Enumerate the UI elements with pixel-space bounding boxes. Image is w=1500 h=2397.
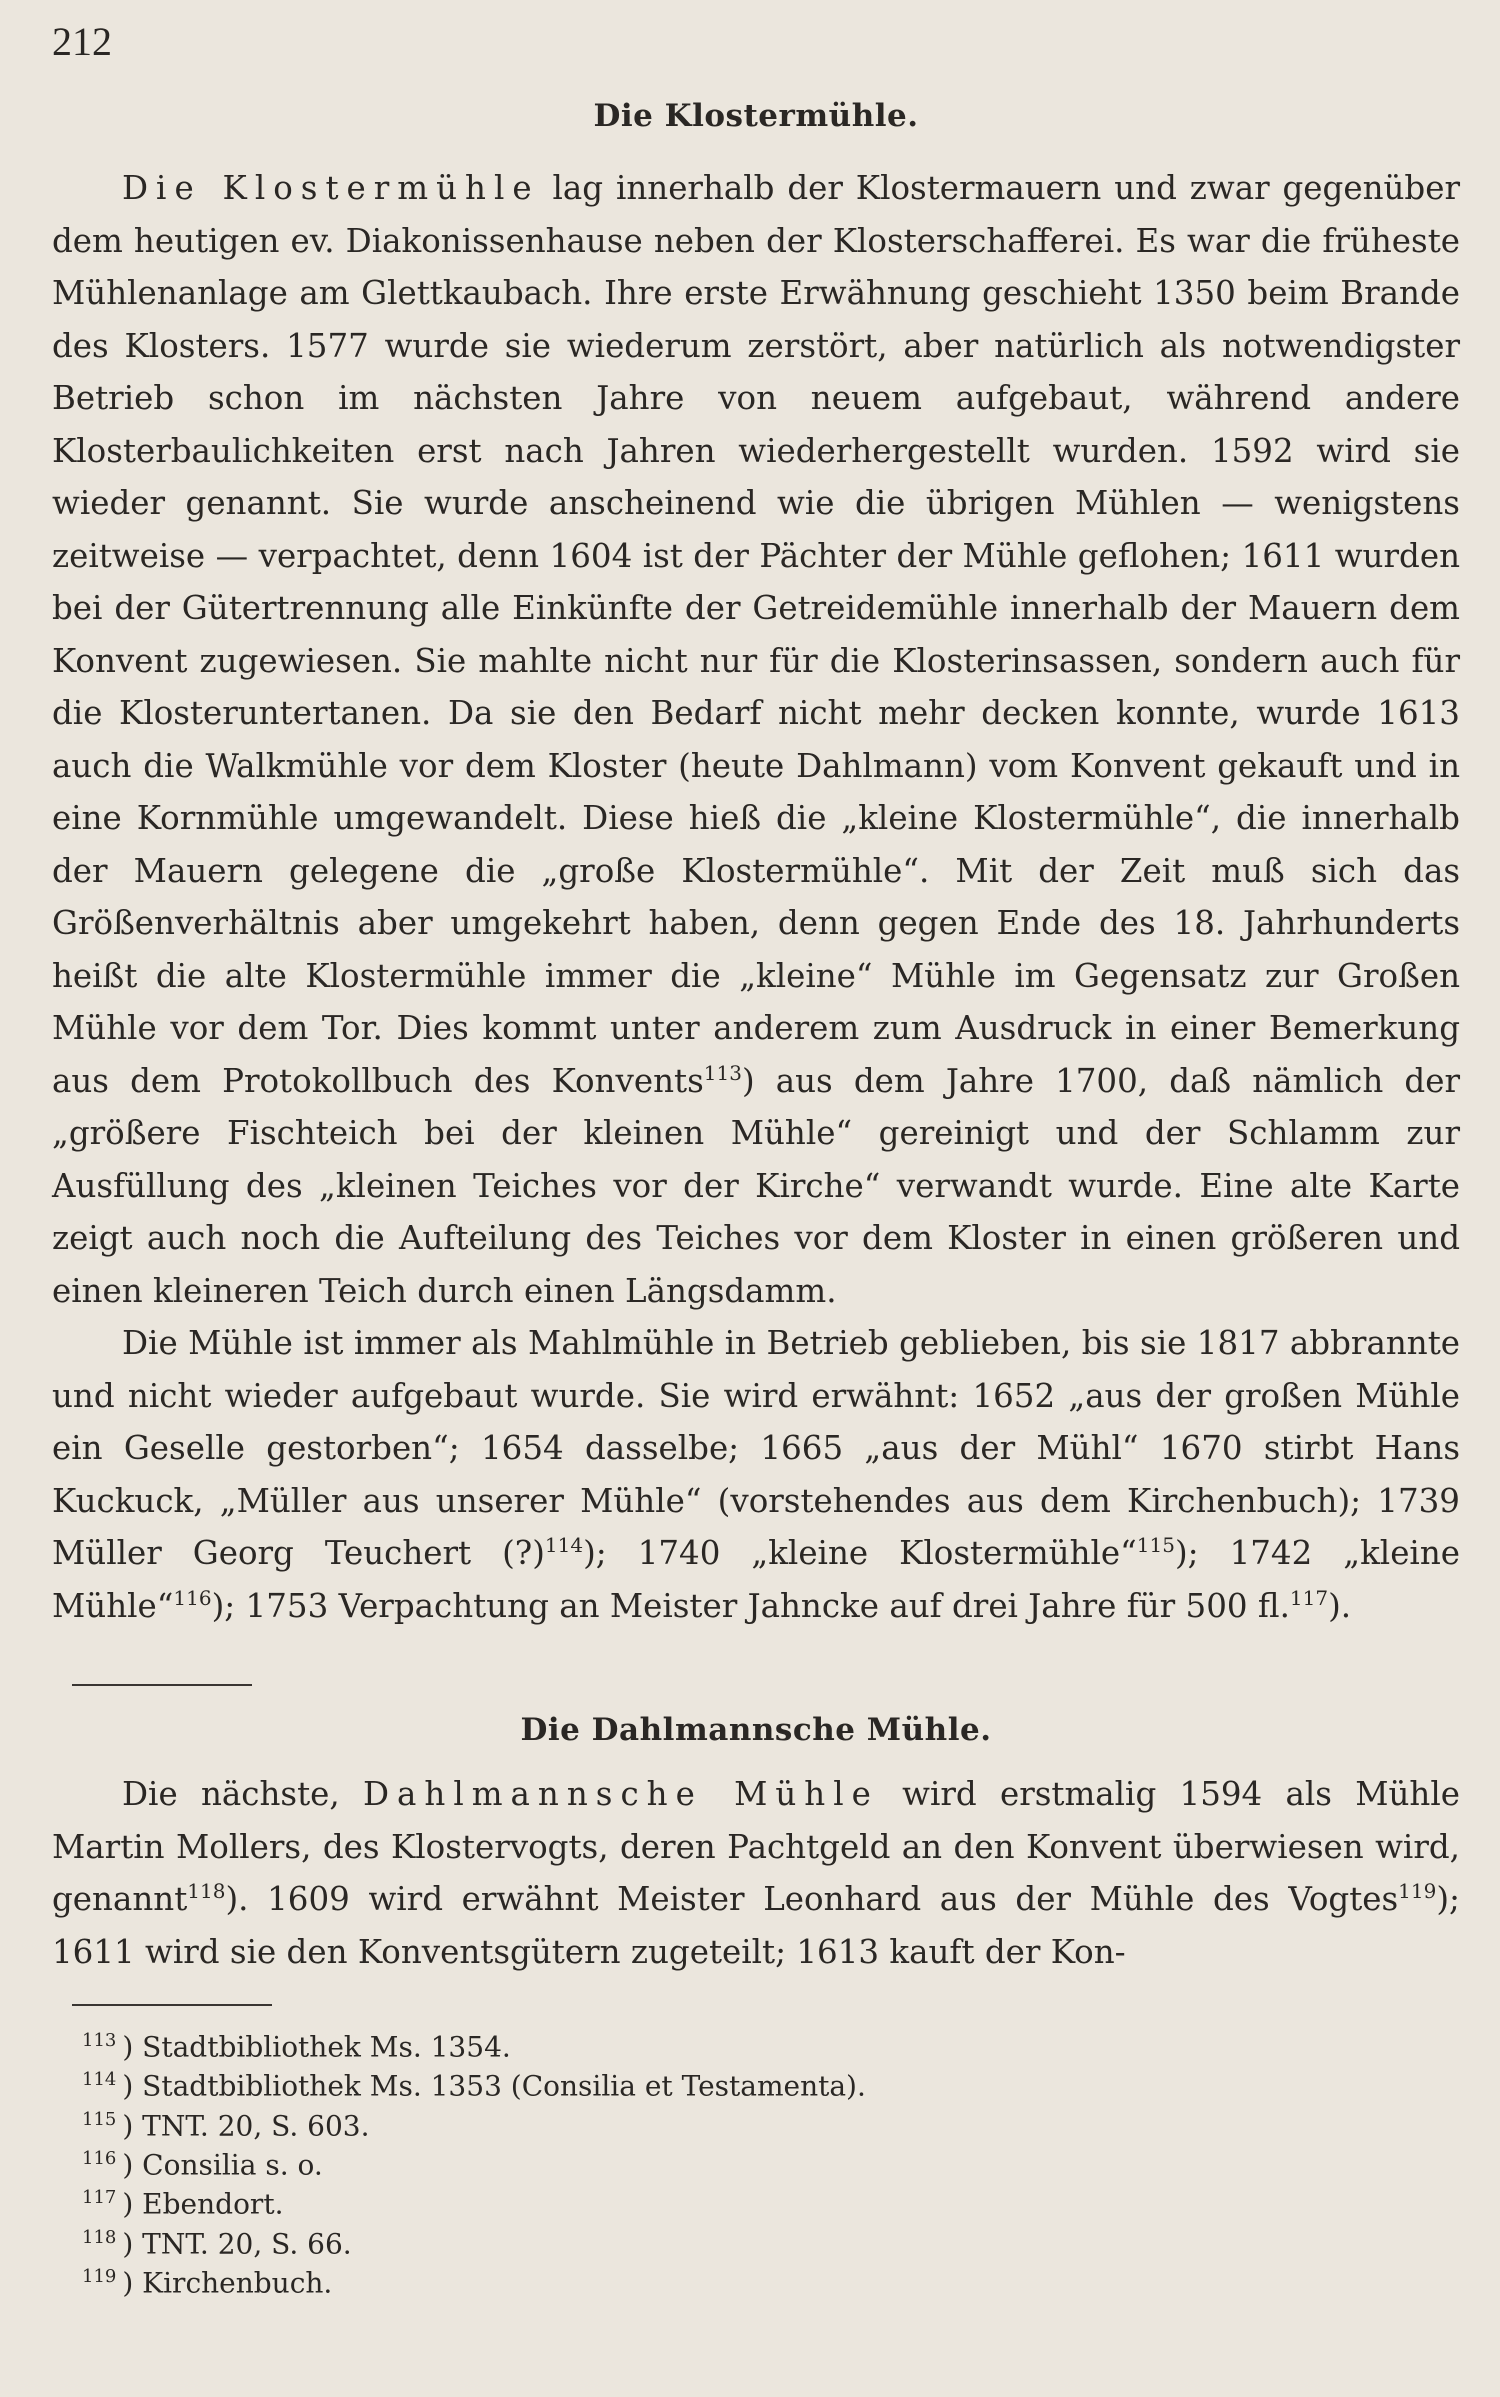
footnote (82, 2103, 1460, 2142)
footnote-ref: 116 (173, 1585, 212, 1610)
paragraph-text: wird erstmalig 1594 als Mühle Martin Mollers, des Klostervogts, deren Pachtgeld an den Konvent überwiesen wird, genannt (52, 1775, 1460, 1918)
paragraph-text: ); 1611 wird sie den Konventsgütern zugeteilt; 1613 kauft der Kon- (52, 1880, 1460, 1971)
section-title: Die Klostermühle. (593, 98, 919, 134)
section-title: Die Dahlmannsche Mühle. (520, 1712, 992, 1748)
paragraph-text: Die Mühle ist immer als Mahlmühle in Betrieb geblieben, bis sie 1817 abbrannte und nicht wieder aufgebaut wurde. Sie wird erwähnt: 1652 „aus der großen Mühle ein Geselle gestorben“; 1654 dasselbe; 1665 „aus der Mühl“ 1670 stirbt Hans Kuckuck, „Müller aus unserer Mühle“ (vorstehendes aus dem Kirchenbuch); 1739 Müller Georg Teuchert (?) (52, 1324, 1460, 1572)
emphasized-term: Dahlmannsche Mühle (362, 1775, 879, 1813)
paragraph (52, 1768, 1460, 1978)
footnote-number: 115 (82, 2108, 117, 2130)
paragraph-text: ). (1328, 1586, 1352, 1625)
footnote-number: 118 (82, 2226, 117, 2248)
footnote (82, 2221, 1460, 2260)
footnote-text: ) TNT. 20, S. 66. (122, 2226, 352, 2260)
paragraph-text: ); 1753 Verpachtung an Meister Jahncke auf drei Jahre für 500 fl. (211, 1586, 1290, 1625)
section-divider (72, 1684, 252, 1686)
footnote-divider (72, 2004, 272, 2006)
paragraph (52, 162, 1460, 1317)
footnote-text: ) TNT. 20, S. 603. (122, 2108, 370, 2142)
footnote (82, 2181, 1460, 2220)
footnote-ref: 117 (1289, 1585, 1329, 1610)
footnote-ref: 114 (544, 1533, 584, 1558)
footnote-number: 114 (82, 2069, 117, 2091)
footnote (82, 2024, 1460, 2063)
footnote-ref: 115 (1136, 1533, 1175, 1558)
footnote-number: 117 (82, 2187, 117, 2209)
emphasized-term: Die Klostermühle (122, 169, 540, 207)
footnote-ref: 119 (1398, 1879, 1437, 1904)
footnote-number: 119 (82, 2265, 117, 2287)
footnote (82, 2260, 1460, 2299)
paragraph-text: ); 1742 „kleine Mühle“ (52, 1534, 1460, 1625)
footnote-text: ) Consilia s. o. (122, 2148, 323, 2182)
section-dahlmannsche-muehle (52, 1712, 1460, 1978)
page-number: 212 (52, 19, 112, 64)
footnote-ref: 113 (703, 1060, 742, 1085)
footnote-text: ) Stadtbibliothek Ms. 1353 (Consilia et Testamenta). (122, 2069, 866, 2103)
footnote-text: ) Kirchenbuch. (122, 2266, 333, 2300)
paragraph-text: ); 1740 „kleine Klostermühle“ (583, 1534, 1137, 1572)
footnote-text: ) Ebendort. (122, 2187, 284, 2221)
footnote-text: ) Stadtbibliothek Ms. 1354. (122, 2030, 511, 2064)
footnote-ref: 118 (187, 1879, 226, 1904)
footnotes-list (52, 2024, 1460, 2299)
paragraph (52, 1317, 1460, 1632)
section-klostermuehle (52, 98, 1460, 1632)
footnote-number: 116 (82, 2147, 117, 2169)
footnote-number: 113 (82, 2030, 117, 2051)
footnote (82, 2063, 1460, 2102)
paragraph-text: ). 1609 wird erwähnt Meister Leonhard aus der Mühle des Vogtes (225, 1880, 1399, 1918)
paragraph-text: Die nächste, (122, 1775, 363, 1813)
paragraph-text: lag innerhalb der Klostermauern und zwar gegenüber dem heutigen ev. Diakonissenhause neben der Klosterschafferei. Es war die früheste Mühlenanlage am Glettkaubach. Ihre erste Erwähnung geschieht 1350 beim Brande des Klosters. 1577 wurde sie wiederum zerstört, aber natürlich als notwendigster Betrieb schon im nächsten Jahre von neuem aufgebaut, während andere Klosterbaulichkeiten erst nach Jahren wiederhergestellt wurden. 1592 wird sie wieder genannt. Sie wurde anscheinend wie die übrigen Mühlen — wenigstens zeitweise — verpachtet, denn 1604 ist der Pächter der Mühle geflohen; 1611 wurden bei der Gütertrennung alle Einkünfte der Getreidemühle innerhalb der Mauern dem Konvent zugewiesen. Sie mahlte nicht nur für die Klosterinsassen, sondern auch für die Klosteruntertanen. Da sie den Bedarf nicht mehr decken konnte, wurde 1613 auch die Walkmühle vor dem Kloster (heute Dahlmann) vom Konvent gekauft und in eine Kornmühle umgewandelt. Diese hieß die „kleine Klostermühle“, die innerhalb der Mauern gelegene die „große Klostermühle“. Mit der Zeit muß sich das Größenverhältnis aber umgekehrt haben, denn gegen Ende des 18. Jahrhunderts heißt die alte Klostermühle immer die „kleine“ Mühle im Gegensatz zur Großen Mühle vor dem Tor. Dies kommt unter anderem zum Ausdruck in einer Bemerkung aus dem Protokollbuch des Konvents (52, 169, 1461, 1100)
footnote (82, 2142, 1460, 2181)
paragraph-text: ) aus dem Jahre 1700, daß nämlich der „größere Fischteich bei der kleinen Mühle“ gereinigt und der Schlamm zur Ausfüllung des „kleinen Teiches vor der Kirche“ verwandt wurde. Eine alte Karte zeigt auch noch die Aufteilung des Teiches vor dem Kloster in einen größeren und einen kleineren Teich durch einen Längsdamm. (52, 1061, 1460, 1310)
